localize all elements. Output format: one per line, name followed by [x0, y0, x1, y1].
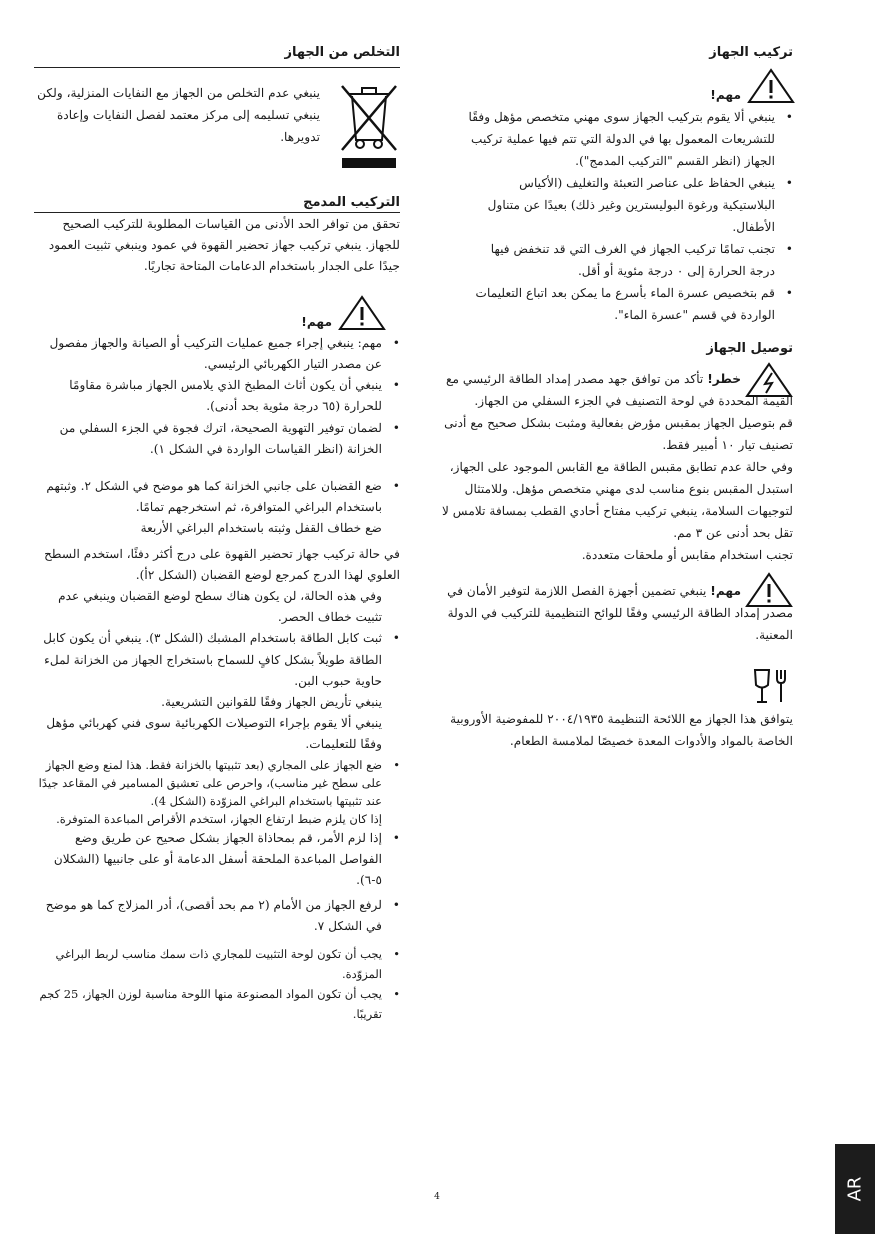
builtin-bullet-3: • لضمان توفير التهوية الصحيحة، اترك فجوة في الجزء السفلي من الخزانة (انظر القياسات الواردة في الشكل ١).: [34, 418, 400, 460]
connect-paragraph-1: قم بتوصيل الجهاز بمقبس مؤرض بفعالية ومثبت بشكل صحيح مع أدنى تصنيف تيار ١٠ أمبير فقط.: [444, 416, 793, 452]
installation-section: [465, 44, 793, 326]
warning-triangle-icon: [747, 68, 795, 104]
disposal-title: التخلص من الجهاز: [284, 45, 400, 60]
danger-block: [430, 368, 793, 412]
disposal-text: ينبغي عدم التخلص من الجهاز مع النفايات المنزلية، ولكن ينبغي تسليمه إلى مركز معتمد لفصل النفايات وإعادة تدويرها.: [37, 86, 320, 144]
disposal-body: [34, 82, 400, 148]
builtin-bullet-2: • ينبغي أن يكون أثاث المطبخ الذي يلامس الجهاز مباشرة مقاومًا للحرارة (٦٥ درجة مئوية بحد أدنى).: [34, 375, 400, 417]
food-contact-text: يتوافق هذا الجهاز مع اللائحة التنظيمة ٢٠٠٤/١٩٣٥ للمفوضية الأوروبية الخاصة بالمواد والأدوات المعدة خصيصًا لملامسة الطعام.: [450, 712, 793, 748]
builtin-bullet-4-sub: ضع خطاف القفل وثبته باستخدام البراغي الأربعة: [140, 521, 382, 536]
builtin-divider: [34, 212, 400, 213]
connect-paragraph-3: تجنب استخدام مقابس أو ملحقات متعددة.: [581, 548, 793, 562]
disposal-section: [34, 44, 400, 62]
builtin-bullet-5-sub-2: ينبغي ألا يقوم بإجراء التوصيلات الكهربائية سوى فني كهربائي مؤهل وفقًا للتعليمات.: [46, 716, 382, 752]
builtin-intro: تحقق من توافر الحد الأدنى من القياسات المطلوبة للتركيب الصحيح للجهاز. ينبغي تركيب جهاز تحضير القهوة في عمود وينبغي تثبيت العمود جيدًا على الجدار باستخدام الدعامات المتاحة تجاريًا.: [48, 217, 400, 274]
builtin-bullet-8: • لرفع الجهاز من الأمام (٢ مم بحد أقصى)، أدر المزلاج كما هو موضح في الشكل ٧.: [34, 895, 400, 937]
install-bullet-3: • تجنب تمامًا تركيب الجهاز في الغرف التي قد تنخفض فيها درجة الحرارة إلى ٠ درجة مئوية أو أقل.: [465, 238, 793, 282]
install-bullet-1: • ينبغي ألا يقوم بتركيب الجهاز سوى مهني متخصص مؤهل وفقًا للتشريعات المعمول بها في الدولة التي تتم فيها عملية تركيب الجهاز (انظر القسم "التركيب المدمج").: [465, 106, 793, 172]
builtin-title: التركيب المدمج: [303, 195, 400, 210]
page-number: 4: [434, 1192, 440, 1202]
install-important-label: مهم!: [710, 88, 741, 102]
builtin-section: [34, 194, 400, 212]
builtin-bullet-6-sub: إذا كان يلزم ضبط ارتفاع الجهاز، استخدم الأقراص المباعدة المتوفرة.: [56, 811, 382, 826]
language-tab: [835, 1144, 875, 1234]
builtin-bullet-7: • إذا لزم الأمر، قم بمحاذاة الجهاز بشكل صحيح عن طريق وضع الفواصل المباعدة الملحقة أسفل الدعامة أو على جانبيها (الشكلان ٥-٦).: [34, 828, 400, 892]
install-bullet-4: • قم بتخصيص عسرة الماء بأسرع ما يمكن بعد اتباع التعليمات الواردة في قسم "عسرة الماء".: [465, 282, 793, 326]
disposal-divider: [34, 67, 400, 68]
install-bullet-2: • ينبغي الحفاظ على عناصر التعبئة والتغليف (الأكياس البلاستيكية ورغوة البوليسترين وغير ذلك) بعيدًا عن متناول الأطفال.: [465, 172, 793, 238]
builtin-body: [34, 214, 400, 1024]
warning-triangle-icon: [745, 572, 793, 608]
electric-hazard-icon: [745, 362, 793, 398]
builtin-bullet-1: • مهم: ينبغي إجراء جميع عمليات التركيب أو الصيانة والجهاز مفصول عن مصدر التيار الكهربائي الرئيسي.: [34, 333, 400, 375]
food-contact-icon: [751, 666, 793, 706]
connection-title: توصيل الجهاز: [706, 341, 793, 356]
builtin-important-label: مهم!: [301, 314, 332, 329]
connect-important-block: [430, 580, 793, 646]
weee-bin-icon: [338, 82, 400, 174]
builtin-drawer-paragraph: في حالة تركيب جهاز تحضير القهوة على درج أكثر دفئًا، استخدم السطح العلوي لهذا الدرج كمرجع لوضع القضبان (الشكل ٢أ).: [44, 546, 400, 582]
builtin-important-row: [34, 294, 386, 333]
builtin-case-paragraph: وفي هذه الحالة، لن يكون هناك سطح لوضع القضبان وينبغي عدم تثبيت خطاف الحصر.: [58, 589, 382, 625]
language-tab-label: AR: [844, 1176, 866, 1202]
food-contact-block: [430, 666, 793, 752]
builtin-bullet-4: • ضع القضبان على جانبي الخزانة كما هو موضح في الشكل ٢. وثبتهم باستخدام البراغي المتوافرة، ثم استخرجهم تمامًا.: [34, 476, 400, 518]
builtin-bullet-9: • يجب أن تكون لوحة التثبيت للمجاري ذات سمك مناسب لربط البراغي المزوّدة.: [34, 944, 400, 984]
warning-triangle-icon: [338, 295, 386, 331]
connect-important-text: ينبغي تضمين أجهزة الفصل اللازمة لتوفير الأمان في مصدر إمداد الطاقة الرئيسي وفقًا للوائح التنظيمية للتركيب في الدولة المعنية.: [447, 584, 793, 642]
install-important-row: [465, 66, 795, 106]
builtin-bullet-5-sub-1: ينبغي تأريض الجهاز وفقًا للقوانين التشريعية.: [161, 695, 382, 710]
danger-label: خطر!: [707, 372, 741, 386]
builtin-bullet-5: • ثبت كابل الطاقة باستخدام المشبك (الشكل ٣). ينبغي أن يكون كابل الطاقة طويلاً بشكل كافٍ للسماح باستخراج الجهاز من الخزانة لملء حاوية حبوب البن.: [34, 628, 400, 692]
danger-text: تأكد من توافق جهد مصدر إمداد الطاقة الرئيسي مع القيمة المحددة في لوحة التصنيف في الجزء السفلي من الجهاز.: [445, 372, 793, 408]
connect-important-label: مهم!: [710, 584, 741, 598]
connect-paragraph-2: وفي حالة عدم تطابق مقبس الطاقة مع القابس الموجود على الجهاز، استبدل المقبس بنوع مناسب لدى مهني متخصص مؤهل. وللامتثال لتوجيهات السلامة، ينبغي تركيب مفتاح أحادي القطب بمسافة تلامس لا تقل بحد أدنى عن ٣ مم.: [441, 460, 793, 540]
connection-section: [430, 340, 793, 752]
installation-title: تركيب الجهاز: [709, 45, 793, 60]
builtin-bullet-10: • يجب أن تكون المواد المصنوعة منها اللوحة مناسبة لوزن الجهاز، 25 كجم تقريبًا.: [34, 984, 400, 1024]
builtin-bullet-6: • ضع الجهاز على المجاري (بعد تثبيتها بالخزانة فقط. هذا لمنع وضع الجهاز على سطح غير مناسب)، واحرص على تعشيق المسامير في المقاعد جيدًا عند تثبيتها باستخدام البراغي المزوّدة (الشكل 4).: [34, 756, 400, 810]
